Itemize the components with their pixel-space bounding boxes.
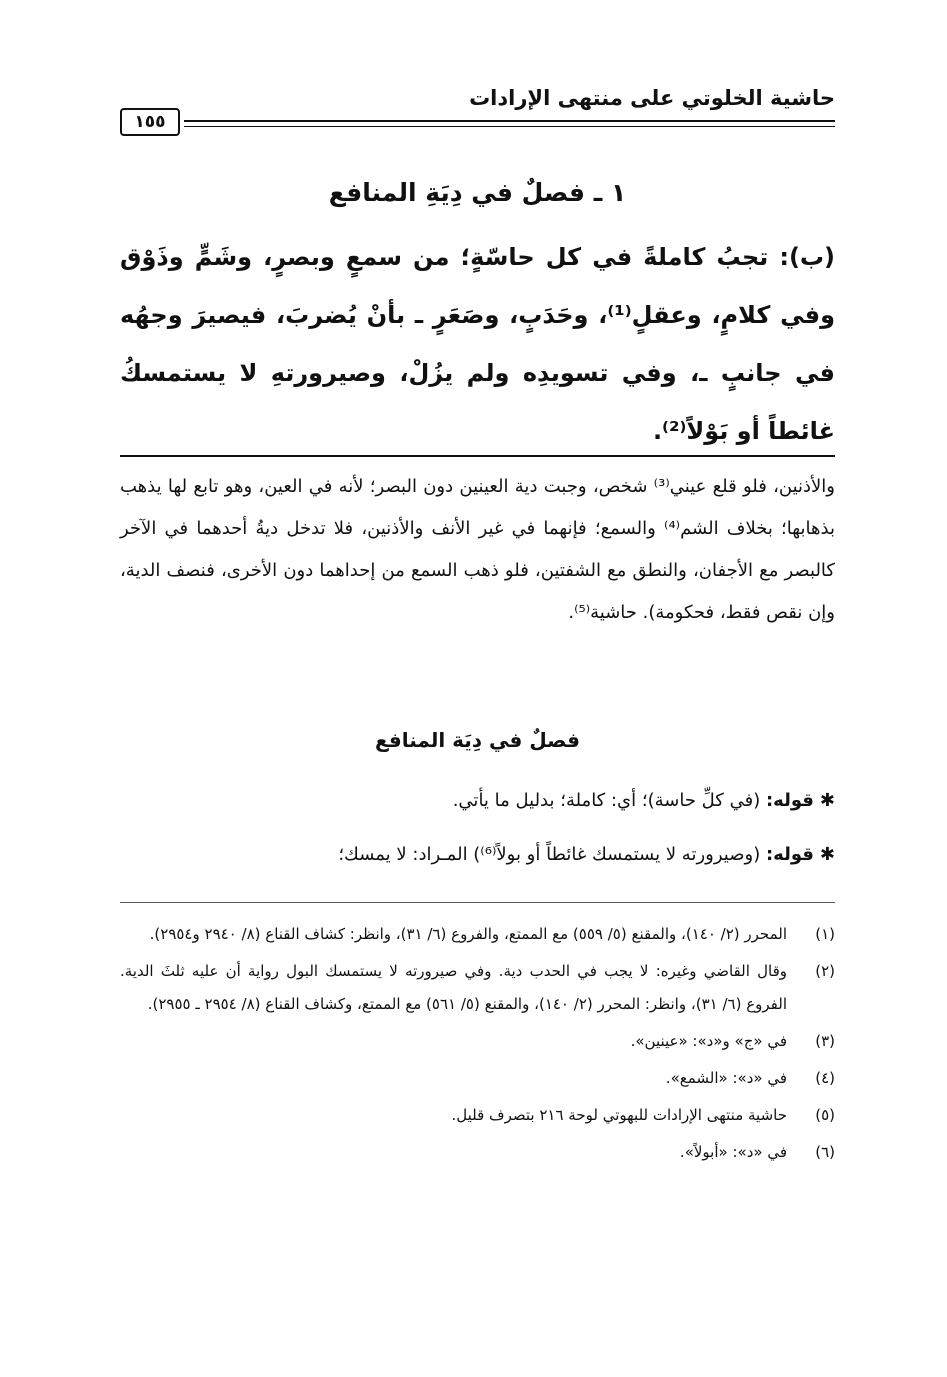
commentary-paragraph: والأذنين، فلو قلع عيني⁽³⁾ شخص، وجبت دية العينين دون البصر؛ لأنه في العين، وهو تابع لها يذهب بذهابها؛ بخلاف الشم⁽⁴⁾ والسمع؛ فإنهما في غير الأنف والأذنين، فلا تدخل ديةُ أحدهما في الآخر كالبصر مع الأجفان، والنطق مع الشفتين، فلو ذهب السمع من إحداهما دون الأخرى، فنصف الدية، وإن نقص فقط، فحكومة). حاشية⁽⁵⁾. [120,476,835,623]
footnote [120,1099,835,1132]
asterisk-icon: ✱ [819,790,835,811]
asterisk-icon: ✱ [819,844,835,865]
footnote [120,1136,835,1169]
footnote-text: في «د»: «الشمع». [665,1069,787,1087]
footnote-number: (٢) [815,962,835,980]
footnote [120,1025,835,1058]
footnote-number: (٦) [815,1143,835,1161]
qawl-label: قوله: [765,844,814,865]
page-number: ١٥٥ [120,108,180,136]
header-rule [184,120,835,127]
footnote-text: المحرر (٢/ ١٤٠)، والمقنع (٥/ ٥٥٩) مع الممتع، والفروع (٦/ ٣١)، وانظر: كشاف القناع (٨/ ٢٩٤٠ و٢٩٥٤). [149,925,787,943]
footnote-text: في «د»: «أبولاً». [679,1143,787,1161]
footnote [120,918,835,951]
footnote-number: (١) [815,925,835,943]
footnote-number: (٣) [815,1032,835,1050]
page-header [120,80,835,140]
matn-divider [120,455,835,457]
section-heading: ١ ـ فصلٌ في دِيَةِ المنافع [328,178,627,207]
footnote [120,955,835,1021]
qawl-label: قوله: [765,790,814,811]
footnotes [120,918,835,1173]
qawl-entry-1 [120,786,835,816]
footnote-text: حاشية منتهى الإرادات للبهوتي لوحة ٢١٦ بتصرف قليل. [451,1106,787,1124]
running-title: حاشية الخلوتي على منتهى الإرادات [469,86,835,110]
qawl-entry-2 [120,840,835,870]
matn-text: (ب): تجبُ كاملةً في كل حاسّةٍ؛ من سمعٍ وبصرٍ، وشَمٍّ وذَوْق وفي كلامٍ، وعقلٍ⁽¹⁾، وحَدَبٍ، وصَعَرٍ ـ بأنْ يُضربَ، فيصيرَ وجهُه في جانبٍ ـ، وفي تسويدِه ولم يزُلْ، وصيرورتهِ لا يستمسكُ غائطاً أو بَوْلاً⁽²⁾. [120,243,835,445]
footnote-text: وقال القاضي وغيره: لا يجب في الحدب دية. وفي صيرورته لا يستمسك البول رواية أن عليه ثلثَ الدية. الفروع (٦/ ٣١)، وانظر: المحرر (٢/ ١٤٠)، والمقنع (٥/ ٥٦١) مع الممتع، وكشاف القناع (٨/ ٢٩٥٤ ـ ٢٩٥٥). [120,962,787,1013]
footnote-number: (٤) [815,1069,835,1087]
qawl-text: (وصيرورته لا يستمسك غائطاً أو بولاً⁽⁶⁾) المـراد: لا يمسك؛ [338,844,761,865]
footnote-text: في «ج» و«د»: «عينين». [630,1032,787,1050]
footnote [120,1062,835,1095]
commentary-sub-heading: فصلٌ في دِيَة المنافع [375,728,580,752]
footnote-divider [120,902,835,903]
qawl-text: (في كلِّ حاسة)؛ أي: كاملة؛ بدليل ما يأتي. [452,790,761,811]
footnote-number: (٥) [815,1106,835,1124]
